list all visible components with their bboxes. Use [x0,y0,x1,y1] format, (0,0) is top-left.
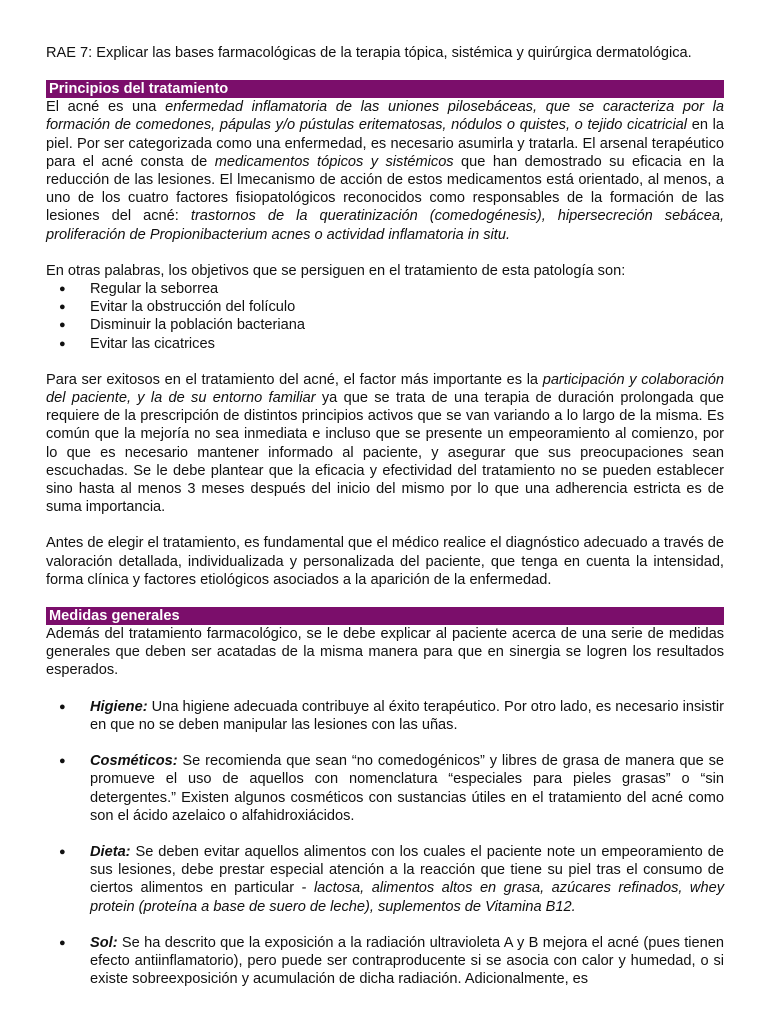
list-item-higiene: ● Higiene: Una higiene adecuada contribuye al éxito terapéutico. Por otro lado, es necesario insistir en que no se deben manipular las lesiones con las uñas. [59,698,724,733]
bullet-icon: ● [59,319,66,332]
bullet-icon: ● [59,700,66,713]
list-item: ● Evitar la obstrucción del folículo [59,299,296,316]
rae-objective: RAE 7: Explicar las bases farmacológicas de la terapia tópica, sistémica y quirúrgica dermatológica. [46,45,692,61]
document-page [46,44,724,1006]
objectives-list [46,280,724,353]
list-item-cosmeticos: ● Cosméticos: Se recomienda que sean “no comedogénicos” y libres de grasa de manera que se promueve el uso de aquellos con nomenclatura “especiales para pieles grasas” o “sin detergentes.” Existen algunos cosméticos con sustancias útiles en el tratamiento del acné como son el ácido azelaico o alfahidroxiácidos. [59,753,724,824]
list-item: ● Disminuir la población bacteriana [59,317,305,334]
bullet-icon: ● [59,845,66,858]
section-heading-principios: Principios del tratamiento [46,80,724,98]
measures-list [46,698,724,989]
list-item: ● Evitar las cicatrices [59,335,215,352]
bullet-icon: ● [59,283,66,296]
list-item-dieta: ● Dieta: Se deben evitar aquellos alimentos con los cuales el paciente note un empeoramiento de sus lesiones, debe prestar especial atención a la reacción que tiene su piel tras el consumo de ciertos alimentos en particular - lactosa, alimentos altos en grasa, azúcares refinados, whey protein (proteína a base de suero de leche), suplementos de Vitamina B12. [59,843,725,915]
bullet-icon: ● [59,755,66,768]
paragraph-medidas-intro: Además del tratamiento farmacológico, se le debe explicar al paciente acerca de una serie de medidas generales que deben ser acatadas de la misma manera para que en sinergia se logren los resultados esperados. [46,626,724,679]
list-item: ● Regular la seborrea [59,281,219,298]
paragraph-acne-definition: El acné es una enfermedad inflamatoria de las uniones pilosebáceas, que se caracteriza por la formación de comedones, pápulas y/o pústulas eritematosas, nódulos o quistes, o tejido cicatricial en la piel. Por ser categorizada como una enfermedad, es necesario asumirla y tratarla. El arsenal terapéutico para el acné consta de medicamentos tópicos y sistémicos que han demostrado su eficacia en la reducción de las lesiones. El lmecanismo de acción de estos medicamentos está orientado, al menos, a uno de los cuatro factores fisiopatológicos reconocidos como responsables de la formación de las lesiones del acné: trastornos de la queratinización (comedogénesis), hipersecreción sebácea, proliferación de Propionibacterium acnes o actividad inflamatoria in situ. [46,99,725,243]
list-item-sol: ● Sol: Se ha descrito que la exposición a la radiación ultravioleta A y B mejora el acné (pues tienen efecto antiinflamatorio), pero puede ser contraproducente si se asocia con calor y humedad, o si existe sobreexposición y acumulación de dicha radiación. Adicionalmente, es [59,934,724,988]
paragraph-diagnosis: Antes de elegir el tratamiento, es fundamental que el médico realice el diagnóstico adecuado a través de valoración detallada, individualizada y personalizada del paciente, que tenga en cuenta la intensidad, forma clínica y factores etiológicos asociados a la aparición de la enfermedad. [46,535,724,588]
paragraph-objectives-intro: En otras palabras, los objetivos que se persiguen en el tratamiento de esta patología son: [46,262,626,279]
bullet-icon: ● [59,301,66,314]
bullet-icon: ● [59,337,66,350]
section-heading-medidas: Medidas generales [46,607,724,625]
paragraph-patient-participation: Para ser exitosos en el tratamiento del acné, el factor más importante es la participación y colaboración del paciente, y la de su entorno familiar ya que se trata de una terapia de duración prolongada que requiere de la prescripción de distintos principios activos que se van variando a lo largo de la misma. Es común que la mejoría no sea inmediata e incluso que se presente un empeoramiento al comienzo, por lo que es necesario mantener informado al paciente, y asegurar que sus preocupaciones sean escuchadas. Se le debe plantear que la eficacia y efectividad del tratamiento no se pueden establecer sino hasta al menos 3 meses después del inicio del mismo por lo que una adherencia estricta es de suma importancia. [46,371,724,516]
bullet-icon: ● [59,936,66,949]
